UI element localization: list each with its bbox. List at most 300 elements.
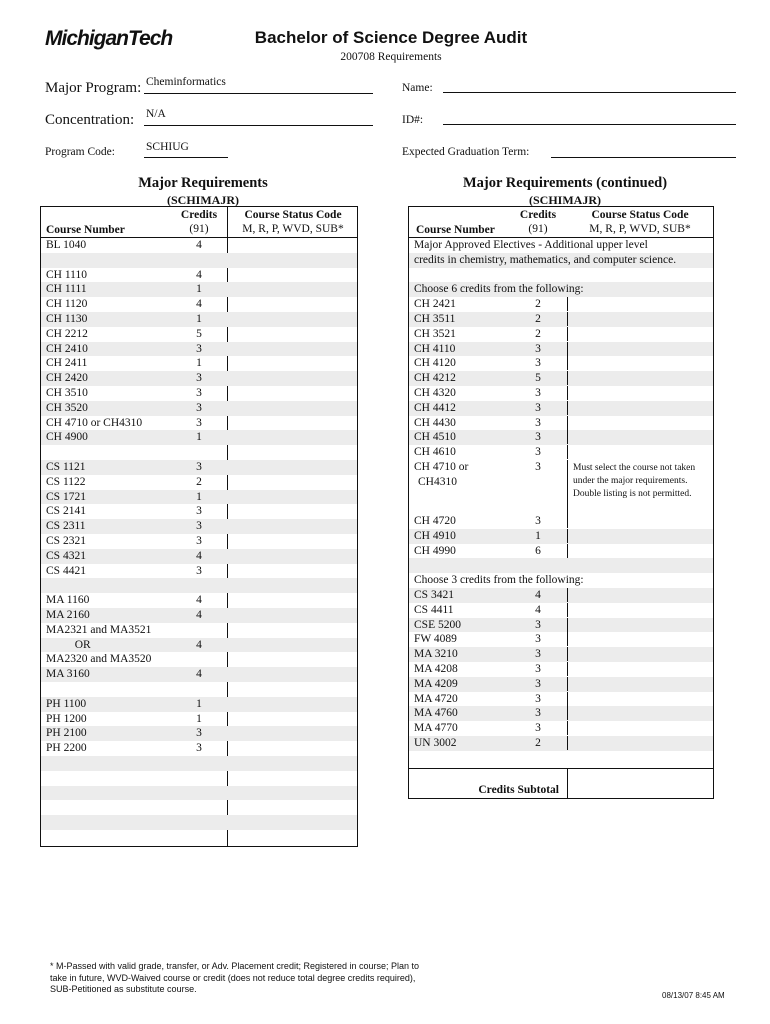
credits: 3: [535, 401, 541, 414]
course-number: CH 1130: [46, 313, 88, 325]
col-status-options: M, R, P, WVD, SUB*: [589, 223, 691, 235]
major-program-value: Cheminformatics: [146, 76, 226, 88]
table-row: [409, 342, 713, 357]
table-row: [409, 558, 713, 573]
credits: 3: [535, 387, 541, 399]
status-code-cell[interactable]: [228, 386, 358, 400]
table-row: [41, 282, 357, 297]
status-code-cell[interactable]: [567, 312, 714, 326]
table-row: [41, 830, 357, 845]
course-number: CH 4110: [414, 342, 456, 355]
table-row: [41, 682, 357, 697]
column-divider: [567, 460, 568, 514]
table-row: [41, 756, 357, 771]
course-number: CH 4990: [414, 544, 456, 557]
concentration-value: N/A: [146, 108, 166, 120]
course-number: CS 1121: [46, 461, 86, 473]
course-number: CH 2421: [414, 298, 456, 311]
course-number: MA 4720: [414, 692, 458, 705]
course-number: CS 4321: [46, 549, 86, 562]
table-row: [41, 460, 357, 475]
course-number: CH 2410: [46, 342, 88, 355]
credits: 2: [196, 475, 202, 488]
course-number-alt: CH4310: [418, 476, 457, 488]
course-number: MA 3210: [414, 648, 458, 661]
status-code-cell[interactable]: [228, 342, 358, 356]
credits: 2: [535, 737, 541, 749]
table-row: [41, 416, 357, 431]
col-credits-total: (91): [528, 223, 548, 235]
credits: 4: [535, 603, 541, 616]
course-number: CH 4430: [414, 416, 456, 429]
status-code-cell[interactable]: [228, 268, 358, 282]
credits: 3: [196, 564, 202, 577]
credits: 3: [535, 446, 541, 459]
table-row: [41, 253, 357, 268]
credits-subtotal-label: Credits Subtotal: [478, 784, 559, 796]
status-code-cell[interactable]: [228, 578, 358, 592]
credits: 4: [196, 638, 202, 651]
table-row: [409, 430, 713, 445]
status-code-cell[interactable]: [228, 800, 358, 814]
status-code-cell[interactable]: [228, 623, 358, 637]
credits: 3: [535, 618, 541, 631]
table-header: [409, 207, 713, 238]
status-code-cell[interactable]: [567, 514, 714, 528]
course-number: MA 4770: [414, 722, 458, 735]
status-code-footnote: [50, 961, 430, 996]
status-code-cell[interactable]: [228, 815, 358, 829]
course-number: CH 4910: [414, 529, 456, 542]
table-row: [41, 564, 357, 579]
table-row: [409, 751, 713, 766]
credits: 4: [196, 549, 202, 562]
status-code-cell[interactable]: [567, 677, 714, 691]
electives-line-1: Major Approved Electives - Additional upper level: [414, 239, 648, 251]
status-code-cell[interactable]: [228, 697, 358, 711]
choose-3-credits: Choose 3 credits from the following:: [414, 574, 584, 587]
status-code-cell[interactable]: [228, 682, 358, 696]
electives-line-2: credits in chemistry, mathematics, and computer science.: [414, 253, 677, 266]
status-code-cell[interactable]: [567, 603, 714, 617]
credits: 4: [196, 594, 202, 607]
course-number: CS 2141: [46, 505, 86, 518]
credits: 2: [535, 313, 541, 325]
credits: 3: [535, 416, 541, 429]
credits: 4: [535, 589, 541, 601]
table-row: [41, 327, 357, 342]
credits: 3: [196, 520, 202, 533]
status-code-cell[interactable]: [228, 490, 358, 504]
table-row: [41, 623, 357, 638]
table-row: [409, 647, 713, 662]
status-code-cell[interactable]: [567, 588, 714, 602]
footnote-text: * M-Passed with valid grade, transfer, or Adv. Placement credit; Registered in course; Plan to take in future, WVD-Waived course or credit (does not reduce total degree credits required), SUB-Petitioned as substitute course.: [50, 961, 420, 994]
table-row: [41, 712, 357, 727]
table-row: [41, 430, 357, 445]
status-code-cell[interactable]: [228, 504, 358, 518]
choose-6-credits: Choose 6 credits from the following:: [414, 283, 584, 296]
table-row: [41, 741, 357, 756]
status-code-cell[interactable]: [228, 712, 358, 726]
name-label: Name:: [402, 82, 433, 94]
course-number: OR: [46, 638, 91, 651]
status-code-cell[interactable]: [228, 401, 358, 415]
course-number: CH 4320: [414, 387, 456, 399]
status-code-cell[interactable]: [228, 445, 358, 459]
major-program-label: Major Program:: [45, 80, 142, 96]
status-code-cell[interactable]: [228, 652, 358, 666]
concentration-label: Concentration:: [45, 112, 135, 128]
table-row: [41, 297, 357, 312]
table-row: [41, 401, 357, 416]
table-row: [409, 460, 713, 514]
table-row: [41, 697, 357, 712]
table-row: [409, 529, 713, 544]
credits: 3: [196, 342, 202, 355]
status-code-cell[interactable]: [567, 529, 714, 543]
name-field[interactable]: [443, 92, 736, 93]
status-code-cell[interactable]: [228, 430, 358, 444]
table-row: [41, 238, 357, 253]
table-row: [409, 544, 713, 559]
status-code-cell[interactable]: [567, 430, 714, 444]
status-code-cell[interactable]: [567, 706, 714, 720]
status-code-cell[interactable]: [228, 786, 358, 800]
course-number: CH 4412: [414, 401, 456, 414]
credits: 1: [196, 313, 202, 325]
table-row: [41, 268, 357, 283]
table-row: [41, 726, 357, 741]
status-code-cell[interactable]: [567, 632, 714, 646]
program-code-label: Program Code:: [45, 146, 115, 158]
status-code-cell[interactable]: [228, 564, 358, 578]
status-code-cell[interactable]: [228, 741, 358, 755]
col-course-number: Course Number: [46, 224, 125, 236]
page-title: Bachelor of Science Degree Audit: [254, 28, 528, 47]
credits: 3: [196, 535, 202, 547]
table-row: [409, 268, 713, 283]
credits: 3: [535, 663, 541, 675]
right-section-code: (SCHIMAJR): [529, 193, 601, 207]
credits: 3: [535, 431, 541, 444]
course-number: MA 4209: [414, 677, 458, 690]
table-row: [409, 416, 713, 431]
status-code-cell[interactable]: [567, 662, 714, 676]
table-row: [409, 401, 713, 416]
credits: 6: [535, 544, 541, 557]
table-row: [409, 573, 713, 588]
table-row: [409, 253, 713, 268]
table-row: [41, 786, 357, 801]
credits: 4: [196, 268, 202, 281]
concentration-field[interactable]: [144, 125, 373, 126]
table-row: [41, 771, 357, 786]
course-number: CH 1111: [46, 283, 87, 296]
credits: 3: [535, 461, 541, 473]
status-code-cell[interactable]: [567, 647, 714, 661]
table-row: [409, 618, 713, 633]
table-row: [409, 386, 713, 401]
status-code-cell[interactable]: [567, 356, 714, 370]
credits: 3: [196, 505, 202, 518]
credits: 3: [535, 633, 541, 646]
course-number: CS 1122: [46, 475, 86, 488]
credits: 3: [535, 707, 541, 720]
grad-term-field[interactable]: [551, 157, 736, 158]
status-code-cell[interactable]: [567, 401, 714, 415]
table-row: [409, 282, 713, 297]
course-number: CS 4411: [414, 603, 454, 616]
status-code-cell[interactable]: [567, 736, 714, 750]
status-code-cell[interactable]: [567, 342, 714, 356]
status-code-cell[interactable]: [567, 445, 714, 459]
status-code-cell[interactable]: [228, 327, 358, 341]
course-number: MA 4760: [414, 707, 458, 720]
course-number: MA 3160: [46, 668, 90, 681]
credits: 3: [196, 387, 202, 399]
left-section-code: (SCHIMAJR): [167, 193, 239, 207]
table-row: [41, 475, 357, 490]
col-status-code: Course Status Code: [244, 209, 342, 221]
credits: 2: [535, 327, 541, 340]
course-number: CSE 5200: [414, 618, 461, 631]
table-row: [409, 603, 713, 618]
credits: 3: [196, 742, 202, 755]
course-number: PH 1100: [46, 697, 87, 710]
credits: 4: [196, 609, 202, 621]
course-number: MA 1160: [46, 594, 90, 607]
status-code-cell[interactable]: [228, 282, 358, 296]
status-code-cell[interactable]: [228, 638, 358, 652]
program-code-value: SCHIUG: [146, 141, 189, 153]
credits: 3: [535, 648, 541, 661]
status-code-cell[interactable]: [567, 618, 714, 632]
credits: 1: [196, 283, 202, 296]
major-program-field[interactable]: [144, 93, 373, 94]
table-row: [41, 534, 357, 549]
table-row: [41, 356, 357, 371]
id-label: ID#:: [402, 114, 424, 126]
table-row: [41, 371, 357, 386]
col-credits: Credits: [519, 209, 557, 221]
major-requirements-table: [40, 206, 358, 847]
table-row: [409, 514, 713, 529]
credits: 1: [196, 357, 202, 370]
course-number: CH 1120: [46, 298, 88, 311]
status-code-cell[interactable]: [228, 356, 358, 370]
course-number: PH 2100: [46, 727, 87, 740]
status-code-cell[interactable]: [567, 692, 714, 706]
table-row: [409, 297, 713, 312]
credits: 5: [535, 372, 541, 385]
course-number: CS 2321: [46, 535, 86, 547]
table-row: [41, 593, 357, 608]
status-code-cell[interactable]: [228, 608, 358, 622]
col-credits-total: (91): [189, 223, 209, 235]
status-code-cell[interactable]: [228, 771, 358, 785]
subtotal-divider: [409, 768, 713, 769]
table-row: [41, 312, 357, 327]
course-number: CH 4510: [414, 431, 456, 444]
table-row: [409, 238, 713, 253]
table-row: [409, 327, 713, 342]
course-number: CS 2311: [46, 520, 86, 533]
credits: 3: [196, 727, 202, 740]
course-number: CH 4610: [414, 446, 456, 459]
status-code-cell[interactable]: [228, 756, 358, 770]
status-code-cell[interactable]: [567, 416, 714, 430]
table-row: [41, 652, 357, 667]
credits: 1: [535, 529, 541, 542]
course-number: CH 4720: [414, 515, 456, 527]
course-number: CH 3510: [46, 387, 88, 399]
course-number: UN 3002: [414, 737, 457, 749]
status-code-cell[interactable]: [228, 238, 358, 252]
credits: 3: [535, 722, 541, 735]
course-number: MA2321 and MA3521: [46, 623, 152, 636]
credits: 3: [535, 692, 541, 705]
table-row: [41, 519, 357, 534]
status-code-cell[interactable]: [228, 830, 358, 844]
status-code-cell[interactable]: [567, 297, 714, 311]
col-course-number: Course Number: [416, 224, 495, 236]
col-status-code: Course Status Code: [591, 209, 689, 221]
table-header: [41, 207, 357, 238]
status-code-cell[interactable]: [228, 297, 358, 311]
course-number: CH 4120: [414, 357, 456, 370]
course-number: FW 4089: [414, 633, 457, 646]
course-number: CH 4900: [46, 431, 88, 444]
michigan-tech-logo: MichiganTech: [45, 27, 173, 50]
table-row: [41, 667, 357, 682]
table-row: [409, 312, 713, 327]
credits: 3: [535, 357, 541, 370]
credits: 3: [196, 461, 202, 473]
table-row: [41, 445, 357, 460]
table-row: [41, 342, 357, 357]
credits: 4: [196, 668, 202, 681]
table-row: [409, 632, 713, 647]
status-code-cell[interactable]: [228, 667, 358, 681]
table-row: [41, 504, 357, 519]
status-code-cell[interactable]: [228, 475, 358, 489]
table-row: [409, 445, 713, 460]
grad-term-label: Expected Graduation Term:: [402, 146, 530, 158]
status-code-cell[interactable]: [228, 253, 358, 267]
table-row: [409, 736, 713, 751]
table-row: [41, 578, 357, 593]
course-number: CH 3511: [414, 313, 456, 325]
credits: 3: [196, 416, 202, 429]
credits: 2: [535, 298, 541, 311]
subtotal-box[interactable]: [567, 768, 568, 798]
course-number: BL 1040: [46, 239, 87, 251]
status-code-cell[interactable]: [567, 327, 714, 341]
status-code-cell[interactable]: [228, 726, 358, 740]
course-number: CH 3521: [414, 327, 456, 340]
course-number: MA 4208: [414, 663, 458, 675]
credits: 5: [196, 327, 202, 340]
page-subtitle: 200708 Requirements: [340, 51, 442, 63]
status-code-cell[interactable]: [228, 371, 358, 385]
credits: 3: [535, 342, 541, 355]
table-row: [409, 356, 713, 371]
table-row: [41, 638, 357, 653]
course-number: MA 2160: [46, 609, 90, 621]
table-row: [409, 721, 713, 736]
status-code-cell[interactable]: [567, 544, 714, 558]
course-number: CH 3520: [46, 401, 88, 414]
status-code-cell[interactable]: [228, 416, 358, 430]
course-number: CS 4421: [46, 564, 86, 577]
course-number: PH 2200: [46, 742, 87, 755]
table-row: [41, 549, 357, 564]
course-number: CH 4212: [414, 372, 456, 385]
table-row: [41, 490, 357, 505]
program-code-field[interactable]: [144, 157, 228, 158]
credits: 1: [196, 490, 202, 503]
course-number: CS 3421: [414, 589, 454, 601]
course-number: CH 1110: [46, 268, 87, 281]
table-row: [409, 677, 713, 692]
table-row: [41, 815, 357, 830]
status-code-cell[interactable]: [567, 721, 714, 735]
status-code-cell[interactable]: [228, 519, 358, 533]
credits: 1: [196, 697, 202, 710]
course-number: CH 4710 or: [414, 461, 469, 473]
credits: 3: [196, 372, 202, 385]
table-row: [41, 386, 357, 401]
credits: 3: [196, 401, 202, 414]
col-status-options: M, R, P, WVD, SUB*: [242, 223, 344, 235]
credits: 4: [196, 239, 202, 251]
credits: 4: [196, 298, 202, 311]
table-row: [409, 588, 713, 603]
id-field[interactable]: [443, 124, 736, 125]
table-row: [41, 608, 357, 623]
status-code-cell[interactable]: [228, 534, 358, 548]
timestamp: 08/13/07 8:45 AM: [662, 991, 725, 1000]
table-row: [409, 662, 713, 677]
course-number: CS 1721: [46, 490, 86, 503]
right-section-title: Major Requirements (continued): [462, 175, 668, 191]
table-row: [409, 692, 713, 707]
table-row: [41, 800, 357, 815]
credits: 1: [196, 431, 202, 444]
status-code-cell[interactable]: [228, 460, 358, 474]
credits: 1: [196, 712, 202, 725]
course-number: PH 1200: [46, 712, 87, 725]
course-number: CH 2212: [46, 327, 88, 340]
status-code-cell[interactable]: [567, 371, 714, 385]
status-code-cell[interactable]: [228, 312, 358, 326]
course-number: MA2320 and MA3520: [46, 653, 152, 666]
col-credits: Credits: [180, 209, 218, 221]
course-number: CH 2420: [46, 372, 88, 385]
course-number: CH 4710 or CH4310: [46, 416, 143, 429]
credits: 3: [535, 515, 541, 527]
status-code-cell[interactable]: [228, 593, 358, 607]
status-code-cell[interactable]: [228, 549, 358, 563]
credits: 3: [535, 677, 541, 690]
table-row: [409, 371, 713, 386]
status-code-cell[interactable]: [567, 386, 714, 400]
course-number: CH 2411: [46, 357, 88, 370]
major-requirements-continued-table: [408, 206, 714, 799]
table-row: [409, 706, 713, 721]
selection-note: Must select the course not taken under the major requirements. Double listing is not permitted.: [573, 463, 696, 499]
